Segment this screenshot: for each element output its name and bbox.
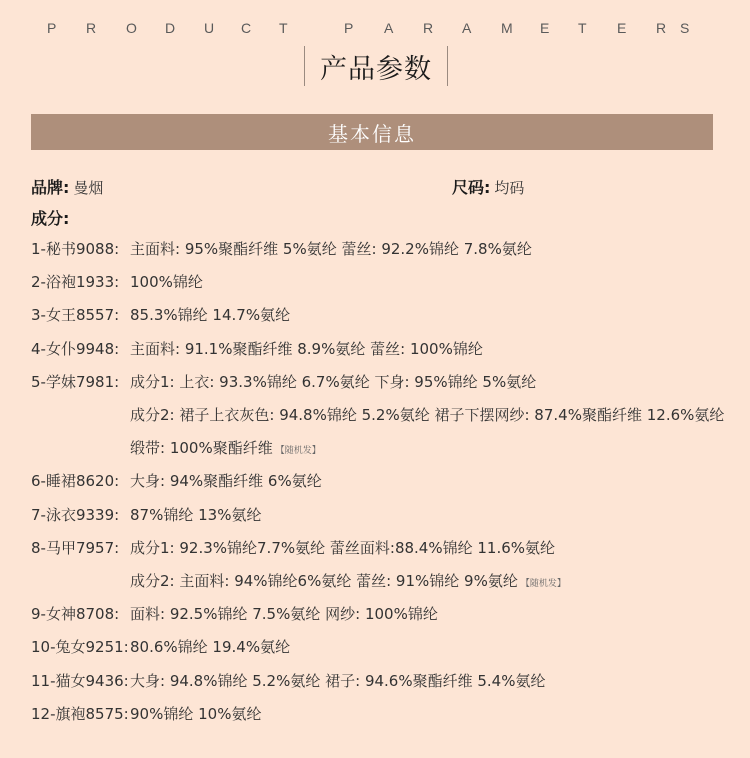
eyebrow-letter: M bbox=[501, 20, 513, 36]
eyebrow-letter: D bbox=[165, 20, 176, 36]
product-row bbox=[31, 436, 321, 460]
product-composition: 成分2: 主面料: 94%锦纶6%氨纶 蕾丝: 91%锦纶 9%氨纶 bbox=[130, 572, 518, 590]
eyebrow-letter: A bbox=[462, 20, 472, 36]
eyebrow-letter: P bbox=[47, 20, 57, 36]
product-composition: 主面料: 95%聚酯纤维 5%氨纶 蕾丝: 92.2%锦纶 7.8%氨纶 bbox=[130, 240, 532, 258]
eyebrow-text bbox=[0, 20, 750, 40]
product-id: 9-女神8708: bbox=[31, 605, 120, 623]
size-value: 均码 bbox=[494, 179, 525, 197]
product-composition: 成分1: 92.3%锦纶7.7%氨纶 蕾丝面料:88.4%锦纶 11.6%氨纶 bbox=[130, 539, 556, 557]
product-id: 6-睡裙8620: bbox=[31, 472, 120, 490]
eyebrow-letter: U bbox=[204, 20, 215, 36]
product-composition: 主面料: 91.1%聚酯纤维 8.9%氨纶 蕾丝: 100%锦纶 bbox=[130, 340, 483, 358]
product-row bbox=[31, 237, 532, 261]
product-id: 2-浴袍1933: bbox=[31, 273, 120, 291]
product-row bbox=[31, 303, 290, 327]
product-id: 12-旗袍8575: bbox=[31, 705, 129, 723]
product-composition: 缎带: 100%聚酯纤维 bbox=[130, 439, 273, 457]
eyebrow-letter: A bbox=[384, 20, 394, 36]
eyebrow-letter: R bbox=[656, 20, 667, 36]
product-row bbox=[31, 469, 322, 493]
eyebrow-letter: T bbox=[578, 20, 587, 36]
product-id: 11-猫女9436: bbox=[31, 672, 129, 690]
product-row bbox=[31, 669, 545, 693]
brand-label: 品牌: bbox=[31, 178, 70, 197]
product-composition: 87%锦纶 13%氨纶 bbox=[130, 506, 262, 524]
composition-row bbox=[31, 207, 69, 231]
product-row bbox=[31, 337, 483, 361]
product-row bbox=[31, 569, 566, 593]
size-label: 尺码: bbox=[452, 178, 491, 197]
random-ship-note: 【随机发】 bbox=[520, 579, 566, 589]
product-composition: 85.3%锦纶 14.7%氨纶 bbox=[130, 306, 291, 324]
composition-label: 成分: bbox=[31, 209, 70, 228]
brand-value: 曼烟 bbox=[73, 179, 104, 197]
product-id: 10-兔女9251: bbox=[31, 638, 129, 656]
product-row bbox=[31, 270, 203, 294]
eyebrow-letter: C bbox=[241, 20, 252, 36]
section-header bbox=[31, 114, 713, 150]
product-row bbox=[31, 602, 438, 626]
product-row bbox=[31, 503, 261, 527]
eyebrow-letter: P bbox=[344, 20, 354, 36]
product-id: 7-泳衣9339: bbox=[31, 506, 120, 524]
eyebrow-letter: R bbox=[86, 20, 97, 36]
product-composition: 80.6%锦纶 19.4%氨纶 bbox=[130, 638, 291, 656]
eyebrow-letter: R bbox=[423, 20, 434, 36]
title-frame bbox=[304, 46, 448, 86]
eyebrow-letter: S bbox=[680, 20, 690, 36]
size-row bbox=[452, 176, 524, 200]
product-id: 8-马甲7957: bbox=[31, 539, 120, 557]
eyebrow-letter: E bbox=[540, 20, 550, 36]
eyebrow-letter: E bbox=[617, 20, 627, 36]
product-id: 4-女仆9948: bbox=[31, 340, 120, 358]
random-ship-note: 【随机发】 bbox=[275, 446, 321, 456]
product-composition: 大身: 94.8%锦纶 5.2%氨纶 裙子: 94.6%聚酯纤维 5.4%氨纶 bbox=[130, 672, 546, 690]
product-row bbox=[31, 702, 261, 726]
product-row bbox=[31, 635, 290, 659]
product-composition: 面料: 92.5%锦纶 7.5%氨纶 网纱: 100%锦纶 bbox=[130, 605, 438, 623]
product-composition: 90%锦纶 10%氨纶 bbox=[130, 705, 262, 723]
product-row bbox=[31, 536, 555, 560]
product-composition: 大身: 94%聚酯纤维 6%氨纶 bbox=[130, 472, 322, 490]
page-title: 产品参数 bbox=[320, 53, 432, 85]
eyebrow-letter: O bbox=[126, 20, 137, 36]
section-title: 基本信息 bbox=[328, 121, 416, 146]
product-id: 3-女王8557: bbox=[31, 306, 120, 324]
product-row bbox=[31, 403, 724, 427]
product-composition: 成分1: 上衣: 93.3%锦纶 6.7%氨纶 下身: 95%锦纶 5%氨纶 bbox=[130, 373, 537, 391]
product-row bbox=[31, 370, 536, 394]
eyebrow-letter: T bbox=[279, 20, 288, 36]
product-composition: 100%锦纶 bbox=[130, 273, 203, 291]
product-id: 5-学妹7981: bbox=[31, 373, 120, 391]
product-composition: 成分2: 裙子上衣灰色: 94.8%锦纶 5.2%氨纶 裙子下摆网纱: 87.4%聚酯纤维 12.6%氨纶 bbox=[130, 406, 725, 424]
brand-row bbox=[31, 176, 103, 200]
product-id: 1-秘书9088: bbox=[31, 240, 120, 258]
